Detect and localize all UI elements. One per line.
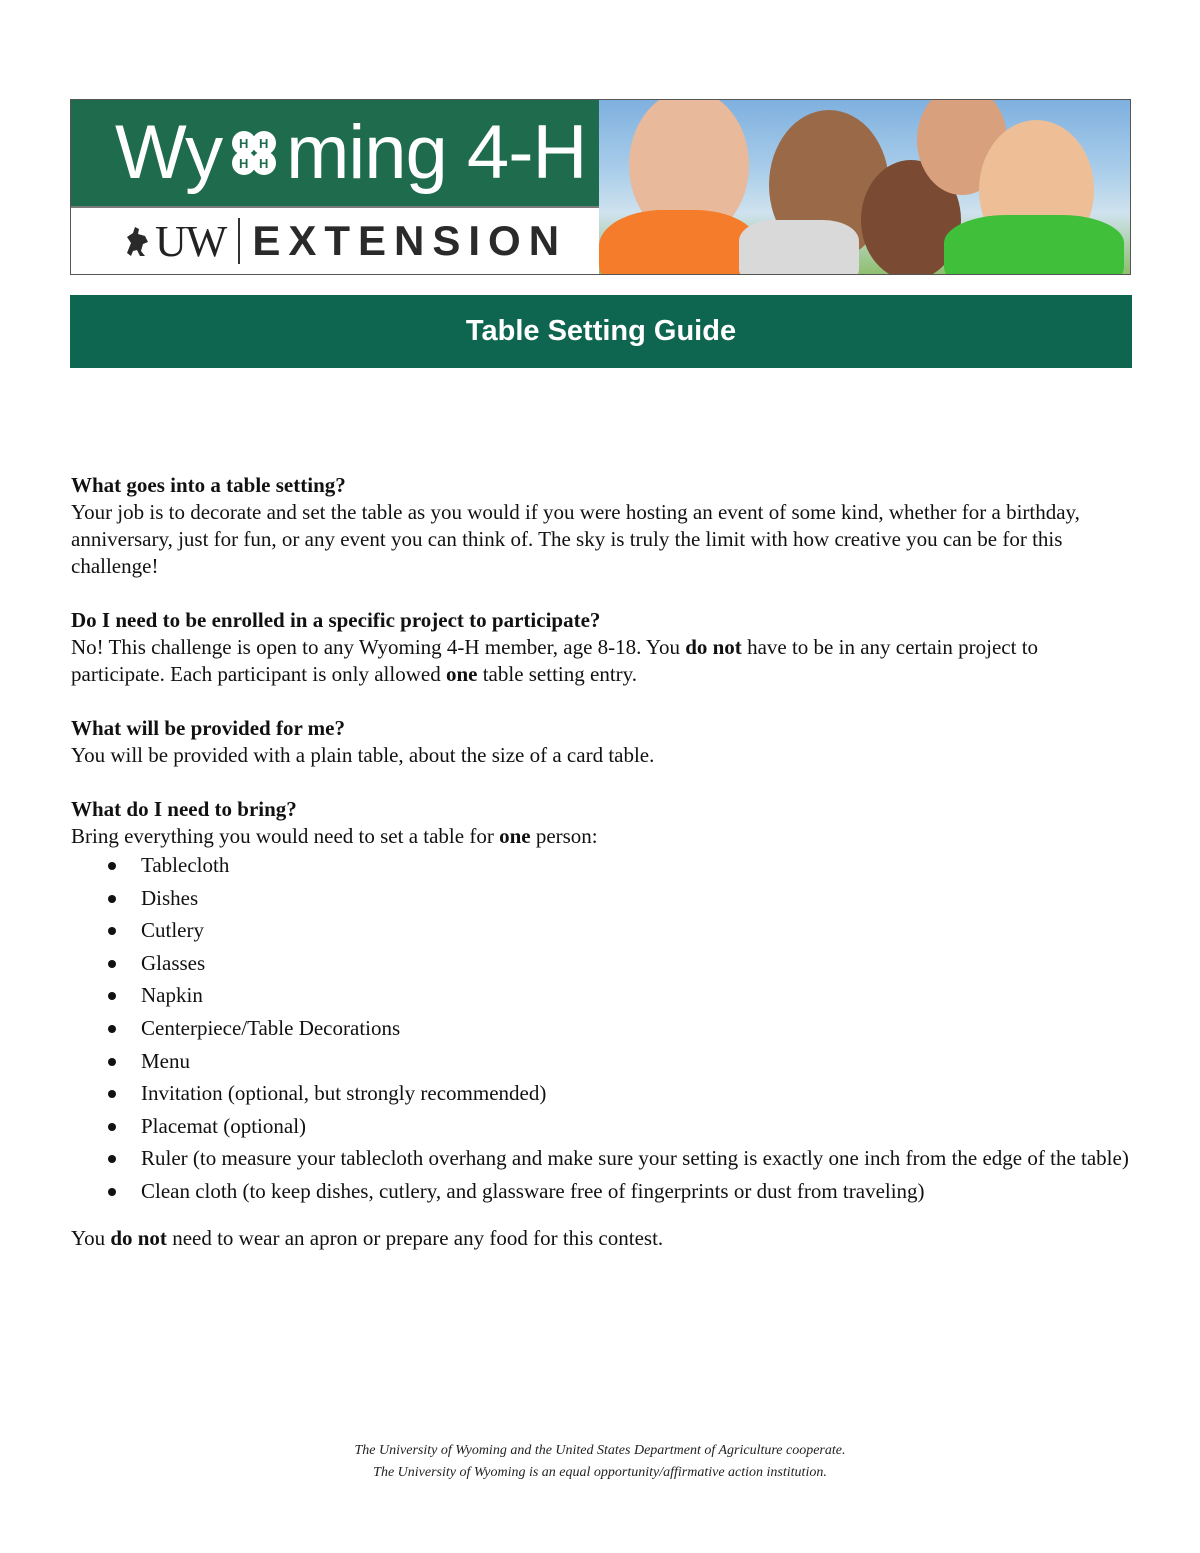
photo-child xyxy=(944,215,1124,275)
uw-extension-logo xyxy=(71,206,599,274)
brand-text-after: ming 4-H xyxy=(286,110,587,195)
emphasis: one xyxy=(499,824,531,848)
footer-line: The University of Wyoming and the United States Department of Agriculture cooperate. xyxy=(354,1443,846,1458)
question-bring: What do I need to bring? xyxy=(71,797,297,821)
list-item: Cutlery xyxy=(71,917,1133,944)
svg-text:H: H xyxy=(259,136,268,151)
list-item: Placemat (optional) xyxy=(71,1113,1133,1140)
answer-text: table setting entry. xyxy=(477,662,638,686)
list-item: Centerpiece/Table Decorations xyxy=(71,1015,1133,1042)
photo-child xyxy=(599,210,759,275)
question-table-setting: What goes into a table setting? xyxy=(71,473,346,497)
answer-text: have to be in any certain project to participate. Each participant is only allowed xyxy=(71,635,1039,686)
extension-label: EXTENSION xyxy=(252,217,568,264)
clover-icon xyxy=(224,123,284,183)
list-item: Tablecloth xyxy=(71,852,1133,879)
document-body xyxy=(71,472,1133,1252)
svg-text:H: H xyxy=(239,136,248,151)
answer-enrollment xyxy=(71,634,1133,688)
list-item: Glasses xyxy=(71,950,1133,977)
uw-mark xyxy=(121,216,226,267)
logo-divider xyxy=(238,218,240,264)
list-item: Menu xyxy=(71,1048,1133,1075)
emphasis: do not xyxy=(685,635,742,659)
closing-text: You xyxy=(71,1225,111,1250)
header-banner xyxy=(70,99,1131,275)
answer-table-setting: Your job is to decorate and set the table as you would if you were hosting an event of some kind, whether for a birthday, anniversary, just for fun, or any event you can think of. The sky is truly the limit with how creative you can be for this challenge! xyxy=(71,500,1080,578)
wyoming-4h-logo xyxy=(71,100,599,206)
page-footer xyxy=(0,1440,1200,1484)
list-item: Ruler (to measure your tablecloth overhang and make sure your setting is exactly one inch from the edge of the table) xyxy=(71,1145,1133,1172)
photo-child xyxy=(739,220,859,275)
brand-block xyxy=(71,100,599,274)
bring-intro xyxy=(71,823,1133,850)
svg-text:H: H xyxy=(239,156,248,171)
answer-text: No! This challenge is open to any Wyoming 4-H member, age 8-18. You xyxy=(71,635,686,659)
list-item: Clean cloth (to keep dishes, cutlery, and glassware free of fingerprints or dust from traveling) xyxy=(71,1178,1133,1205)
closing-note xyxy=(71,1225,1133,1252)
list-item: Napkin xyxy=(71,982,1133,1009)
uw-label: UW xyxy=(155,216,227,266)
answer-provided: You will be provided with a plain table, about the size of a card table. xyxy=(71,743,655,767)
list-item: Dishes xyxy=(71,885,1133,912)
bring-list xyxy=(71,852,1133,1205)
closing-text: need to wear an apron or prepare any food for this contest. xyxy=(166,1225,664,1250)
emphasis: do not xyxy=(110,1225,167,1250)
page-title: Table Setting Guide xyxy=(465,315,737,347)
emphasis: one xyxy=(445,662,478,686)
svg-text:H: H xyxy=(259,156,268,171)
intro-text: person: xyxy=(530,824,598,848)
bucking-horse-icon xyxy=(121,223,151,259)
page-title-bar xyxy=(70,295,1132,368)
footer-line: The University of Wyoming is an equal opportunity/affirmative action institution. xyxy=(373,1465,827,1480)
brand-text-before: Wy xyxy=(115,110,223,195)
children-photo xyxy=(599,100,1130,274)
question-provided: What will be provided for me? xyxy=(71,716,345,740)
list-item: Invitation (optional, but strongly recommended) xyxy=(71,1080,1133,1107)
question-enrollment: Do I need to be enrolled in a specific project to participate? xyxy=(71,608,601,632)
intro-text: Bring everything you would need to set a table for xyxy=(71,824,500,848)
